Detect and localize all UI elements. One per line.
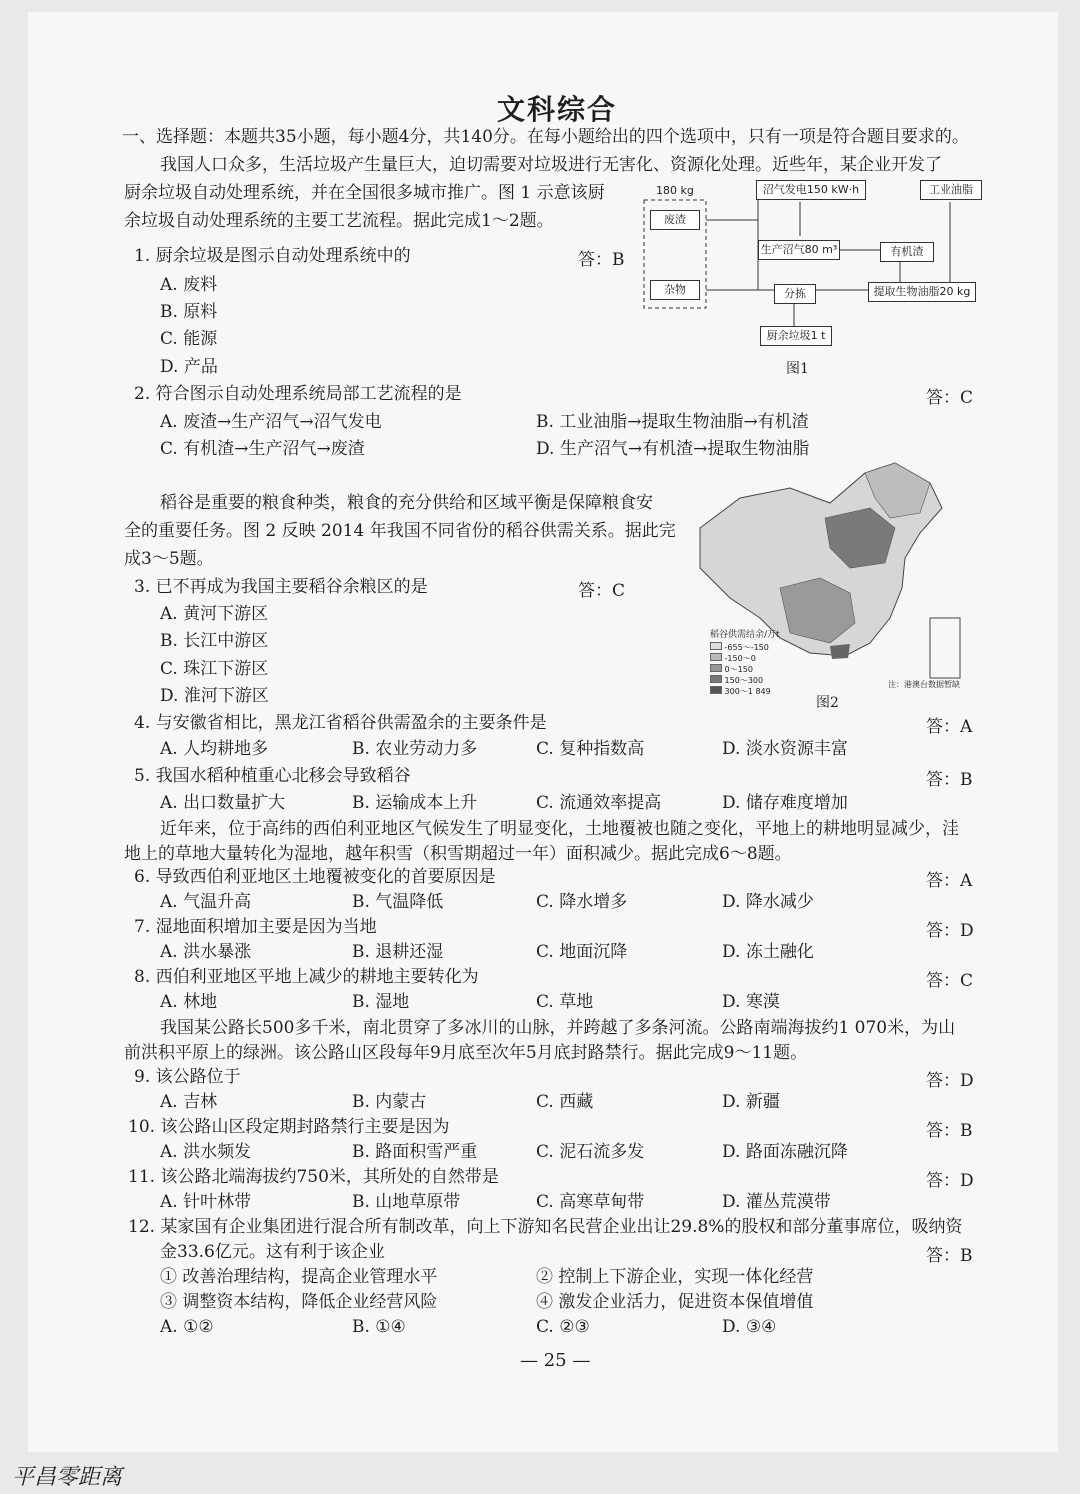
q5-option-d: D. 储存难度增加 [722,793,848,813]
q4-option-d: D. 淡水资源丰富 [722,739,848,759]
legend-item: 150～300 [710,675,771,686]
q11-answer: 答：D [926,1171,974,1191]
passage4-line2: 前洪积平原上的绿洲。该公路山区段每年9月底至次年5月底封路禁行。据此完成9～11题。 [124,1043,808,1063]
q4-stem: 4. 与安徽省相比，黑龙江省稻谷供需盈余的主要条件是 [134,713,547,733]
q8-option-d: D. 寒漠 [722,992,780,1012]
box-organic: 有机渣 [880,242,934,262]
q9-option-c: C. 西藏 [536,1092,594,1112]
q11-option-a: A. 针叶林带 [160,1192,252,1212]
q11-option-d: D. 灌丛荒漠带 [722,1192,831,1212]
q8-option-a: A. 林地 [160,992,218,1012]
legend-item: 0～150 [710,664,771,675]
legend-item: -150～0 [710,653,771,664]
q6-option-b: B. 气温降低 [352,892,444,912]
q5-option-b: B. 运输成本上升 [352,793,478,813]
figure2-caption: 图2 [816,695,839,711]
q5-answer: 答：B [926,770,973,790]
q7-answer: 答：D [926,921,974,941]
q12-option-c: C. ②③ [536,1317,590,1337]
q12-statement-4: ④ 激发企业活力，促进资本保值增值 [536,1292,814,1312]
q3-stem: 3. 已不再成为我国主要稻谷余粮区的是 [134,577,428,597]
q12-stem-cont: 金33.6亿元。这有利于该企业 [160,1242,385,1262]
passage2-line1: 稻谷是重要的粮食种类，粮食的充分供给和区域平衡是保障粮食安 [160,493,653,513]
q1-answer: 答：B [578,250,625,270]
q7-option-c: C. 地面沉降 [536,942,628,962]
q10-option-a: A. 洪水频发 [160,1142,252,1162]
q5-option-c: C. 流通效率提高 [536,793,662,813]
box-biogas: 生产沼气80 m³ [758,240,840,260]
q7-option-a: A. 洪水暴涨 [160,942,252,962]
q8-option-b: B. 湿地 [352,992,410,1012]
q1-stem: 1. 厨余垃圾是图示自动处理系统中的 [134,246,411,266]
mass-label: 180 kg [656,184,694,197]
q2-option-c: C. 有机渣→生产沼气→废渣 [160,439,365,459]
q6-option-d: D. 降水减少 [722,892,814,912]
q2-answer: 答：C [926,388,974,408]
q9-stem: 9. 该公路位于 [134,1067,241,1087]
q5-stem: 5. 我国水稻种植重心北移会导致稻谷 [134,766,411,786]
q1-option-b: B. 原料 [160,302,218,322]
q3-option-d: D. 淮河下游区 [160,686,269,706]
q10-stem: 10. 该公路山区段定期封路禁行主要是因为 [128,1117,450,1137]
q2-option-a: A. 废渣→生产沼气→沼气发电 [160,412,382,432]
q2-stem: 2. 符合图示自动处理系统局部工艺流程的是 [134,384,462,404]
q1-option-c: C. 能源 [160,329,218,349]
q12-statement-3: ③ 调整资本结构，降低企业经营风险 [160,1292,438,1312]
q12-statement-1: ① 改善治理结构，提高企业管理水平 [160,1267,438,1287]
q8-answer: 答：C [926,971,974,991]
figure1-flowchart [640,178,990,388]
page-title: 文科综合 [497,93,618,126]
box-oil: 工业油脂 [920,180,982,200]
q12-option-d: D. ③④ [722,1317,777,1337]
map-note: 注：港澳台数据暂缺 [888,680,960,689]
figure1-caption: 图1 [786,361,809,377]
q11-option-b: B. 山地草原带 [352,1192,461,1212]
q6-stem: 6. 导致西伯利亚地区土地覆被变化的首要原因是 [134,867,496,887]
q10-answer: 答：B [926,1121,973,1141]
q9-answer: 答：D [926,1071,974,1091]
page-number: — 25 — [520,1350,591,1371]
legend [710,642,771,697]
q1-option-a: A. 废料 [160,275,218,295]
q4-option-b: B. 农业劳动力多 [352,739,478,759]
q4-option-c: C. 复种指数高 [536,739,645,759]
q10-option-d: D. 路面冻融沉降 [722,1142,848,1162]
q4-answer: 答：A [926,717,973,737]
passage1-line1: 我国人口众多，生活垃圾产生量巨大，迫切需要对垃圾进行无害化、资源化处理。近些年，某企业开发了 [160,155,942,175]
q7-option-d: D. 冻土融化 [722,942,814,962]
q8-stem: 8. 西伯利亚地区平地上减少的耕地主要转化为 [134,967,479,987]
q7-option-b: B. 退耕还湿 [352,942,444,962]
legend-item: 300～1 849 [710,686,771,697]
q12-option-b: B. ①④ [352,1317,406,1337]
passage2-line2: 全的重要任务。图 2 反映 2014 年我国不同省份的稻谷供需关系。据此完 [124,521,676,541]
q9-option-b: B. 内蒙古 [352,1092,427,1112]
q2-option-d: D. 生产沼气→有机渣→提取生物油脂 [536,439,810,459]
watermark: 平昌零距离 [12,1465,123,1490]
q6-option-c: C. 降水增多 [536,892,628,912]
legend-title: 稻谷供需结余/万t [710,630,780,640]
q3-option-b: B. 长江中游区 [160,631,269,651]
passage3-line2: 地上的草地大量转化为湿地，越年积雪（积雪期超过一年）面积减少。据此完成6～8题。 [124,844,792,864]
passage2-line3: 成3～5题。 [124,549,214,569]
box-power: 沼气发电150 kW·h [756,180,866,200]
legend-item: -655～-150 [710,642,771,653]
q2-option-b: B. 工业油脂→提取生物油脂→有机渣 [536,412,809,432]
q3-option-a: A. 黄河下游区 [160,604,269,624]
q1-option-d: D. 产品 [160,357,218,377]
q3-answer: 答：C [578,581,626,601]
q4-option-a: A. 人均耕地多 [160,739,269,759]
q11-option-c: C. 高寒草甸带 [536,1192,645,1212]
box-sundries: 杂物 [650,280,700,300]
q5-option-a: A. 出口数量扩大 [160,793,286,813]
passage3-line1: 近年来，位于高纬的西伯利亚地区气候发生了明显变化，土地覆被也随之变化，平地上的耕地明显减少，洼 [160,819,959,839]
q7-stem: 7. 湿地面积增加主要是因为当地 [134,917,377,937]
passage1-line2: 厨余垃圾自动处理系统，并在全国很多城市推广。图 1 示意该厨 [124,183,605,203]
q12-statement-2: ② 控制上下游企业，实现一体化经营 [536,1267,814,1287]
q10-option-b: B. 路面积雪严重 [352,1142,478,1162]
q10-option-c: C. 泥石流多发 [536,1142,645,1162]
q3-option-c: C. 珠江下游区 [160,659,269,679]
section-heading: 一、选择题：本题共35小题，每小题4分，共140分。在每小题给出的四个选项中，只有一项是符合题目要求的。 [122,127,969,147]
q11-stem: 11. 该公路北端海拔约750米，其所处的自然带是 [128,1167,499,1187]
box-extract: 提取生物油脂20 kg [868,282,976,302]
q6-answer: 答：A [926,871,973,891]
box-sort: 分拣 [774,284,816,304]
figure2-china-map [680,458,970,711]
q12-option-a: A. ①② [160,1317,214,1337]
box-waste: 厨余垃圾1 t [760,326,832,346]
passage4-line1: 我国某公路长500多千米，南北贯穿了多冰川的山脉，并跨越了多条河流。公路南端海拔约1 070米，为山 [160,1018,956,1038]
q9-option-a: A. 吉林 [160,1092,218,1112]
q6-option-a: A. 气温升高 [160,892,252,912]
passage1-line3: 余垃圾自动处理系统的主要工艺流程。据此完成1～2题。 [124,211,554,231]
q12-stem: 12. 某家国有企业集团进行混合所有制改革，向上下游知名民营企业出让29.8%的股权和部分董事席位，吸纳资 [128,1217,963,1237]
q8-option-c: C. 草地 [536,992,594,1012]
box-residue: 废渣 [650,210,700,230]
q9-option-d: D. 新疆 [722,1092,780,1112]
q12-answer: 答：B [926,1246,973,1266]
